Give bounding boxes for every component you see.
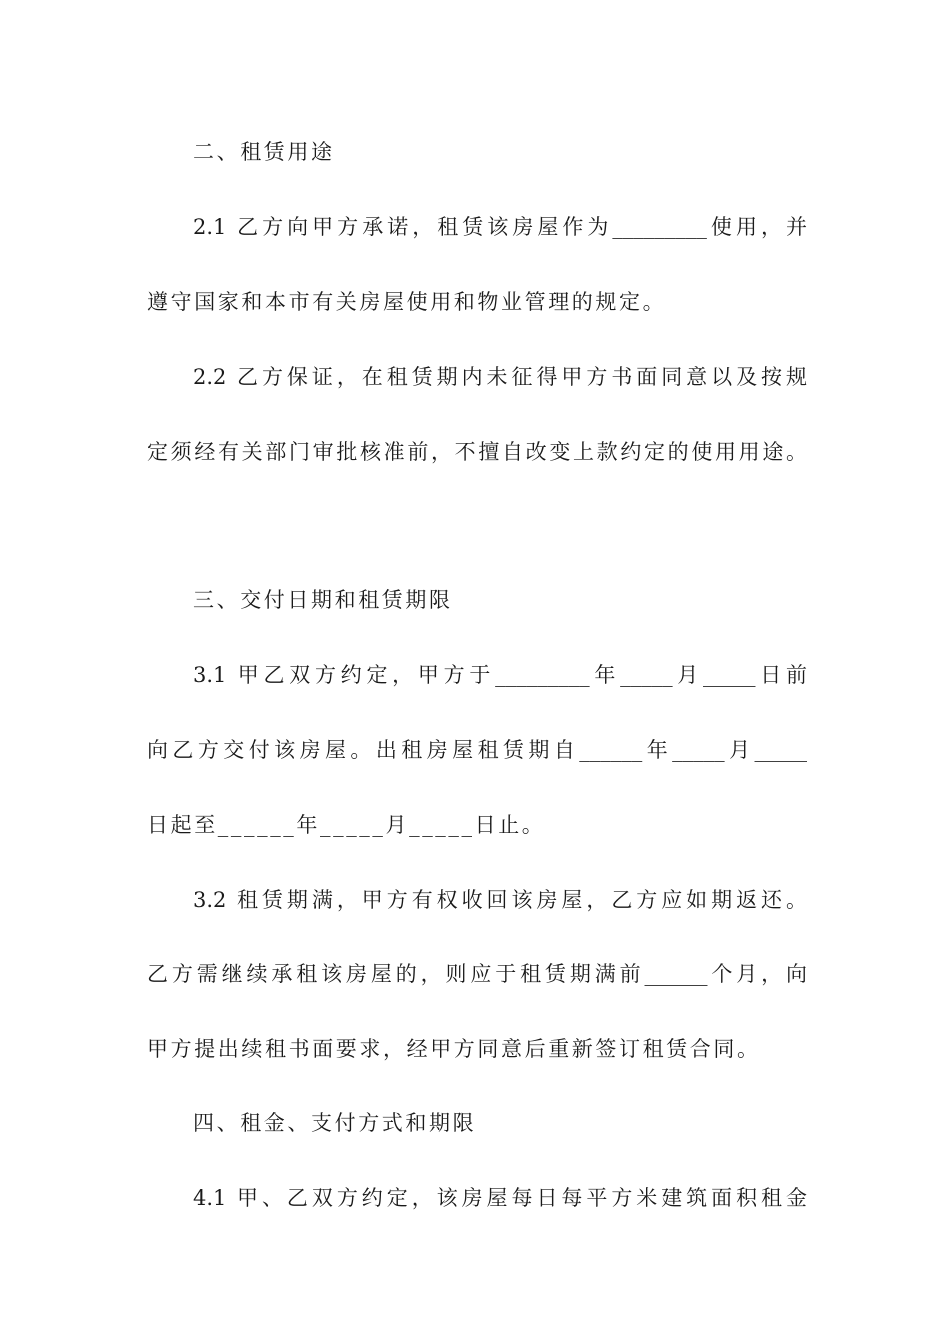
- section-heading-lease-purpose: 二、租赁用途: [193, 140, 335, 164]
- clause-3-2-line-1: 3.2 租赁期满，甲方有权收回该房屋，乙方应如期返还。: [193, 888, 807, 912]
- clause-2-1-line-2: 遵守国家和本市有关房屋使用和物业管理的规定。: [147, 290, 667, 314]
- clause-3-2-line-3: 甲方提出续租书面要求，经甲方同意后重新签订租赁合同。: [147, 1037, 761, 1061]
- section-heading-delivery-term: 三、交付日期和租赁期限: [193, 588, 453, 612]
- clause-2-2-line-1: 2.2 乙方保证，在租赁期内未征得甲方书面同意以及按规: [193, 365, 807, 389]
- clause-3-2-line-2: 乙方需继续承租该房屋的，则应于租赁期满前______个月，向: [147, 962, 807, 986]
- clause-2-1-line-1: 2.1 乙方向甲方承诺，租赁该房屋作为_________使用，并: [193, 215, 807, 239]
- clause-3-1-line-3: 日起至______年_____月_____日止。: [147, 813, 546, 837]
- clause-3-1-line-1: 3.1 甲乙双方约定，甲方于_________年_____月_____日前: [193, 663, 807, 687]
- clause-3-1-line-2: 向乙方交付该房屋。出租房屋租赁期自______年_____月_____: [147, 738, 807, 762]
- clause-4-1-line-1: 4.1 甲、乙双方约定，该房屋每日每平方米建筑面积租金: [193, 1186, 807, 1210]
- section-heading-rent-payment: 四、租金、支付方式和期限: [193, 1111, 477, 1135]
- clause-2-2-line-2: 定须经有关部门审批核准前，不擅自改变上款约定的使用用途。: [147, 440, 807, 464]
